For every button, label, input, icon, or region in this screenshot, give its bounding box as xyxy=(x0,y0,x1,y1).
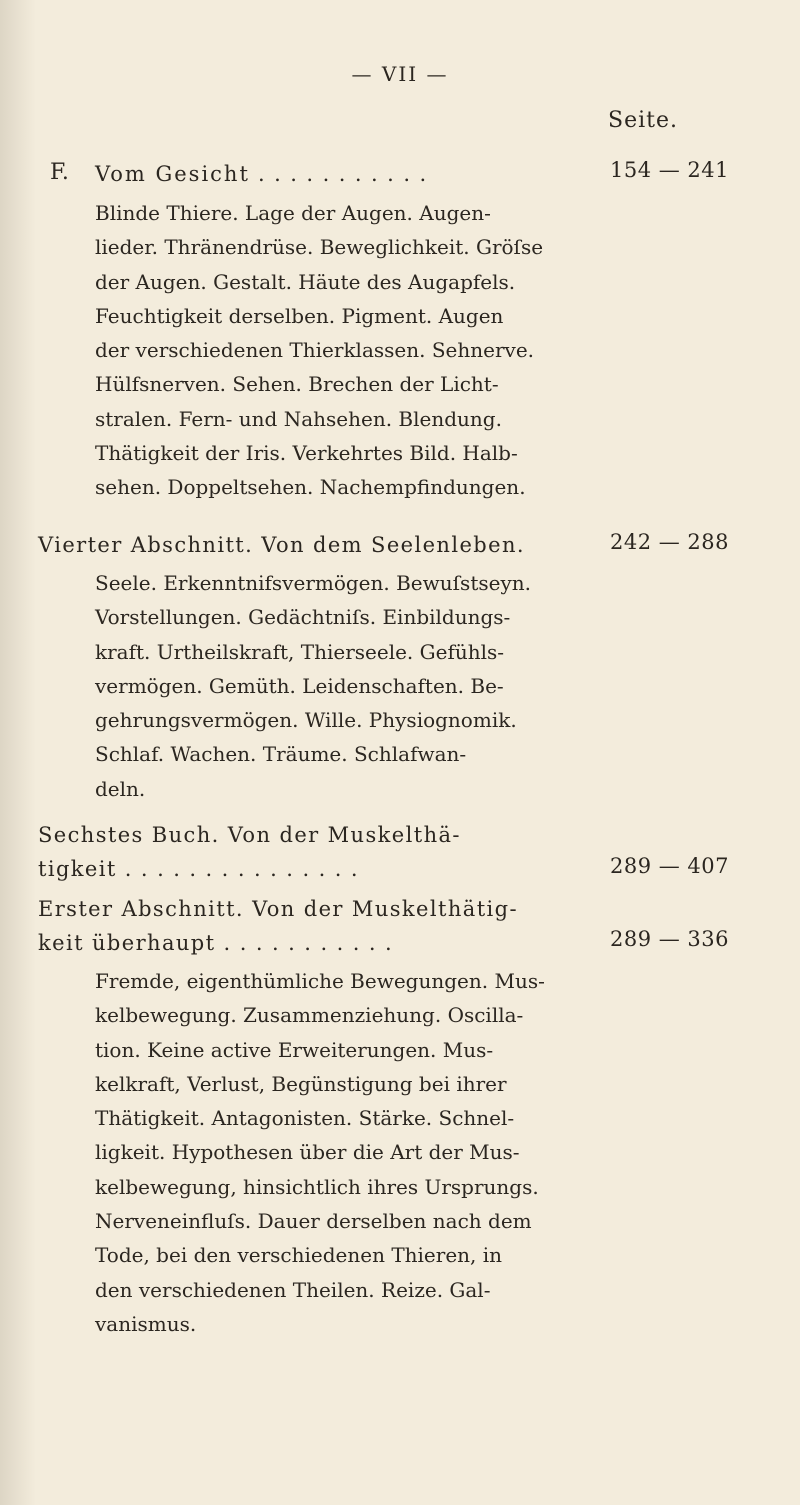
body-line: deln. xyxy=(95,776,146,801)
body-line: vanismus. xyxy=(95,1311,197,1336)
section-f-title xyxy=(95,157,595,191)
section-erster-body xyxy=(95,964,595,1341)
heading-line: Erster Abschnitt. Von der Muskelthätig- xyxy=(38,897,518,921)
section-sechstes-pages: 289 — 407 xyxy=(610,854,730,878)
body-line: kelkraft, Verlust, Begünstigung bei ihrer xyxy=(95,1071,507,1096)
body-line: Vorstellungen. Gedächtniſs. Einbildungs- xyxy=(95,605,511,630)
body-line: Blinde Thiere. Lage der Augen. Augen- xyxy=(95,201,491,225)
heading-line: keit überhaupt . . . . . . . . . . . xyxy=(38,931,394,955)
section-erster-pages: 289 — 336 xyxy=(610,927,730,951)
page-header: — VII — xyxy=(351,62,449,86)
page-gutter-shadow xyxy=(0,0,36,1505)
section-f-dots: . . . . . . . . . . . xyxy=(249,162,428,186)
body-line: kraft. Urtheilskraft, Thierseele. Gefühls- xyxy=(95,639,505,664)
section-f-title-text: Vom Gesicht xyxy=(95,162,250,186)
section-sechstes-title xyxy=(38,818,608,886)
body-line: Schlaf. Wachen. Träume. Schlafwan- xyxy=(95,742,467,767)
body-line: stralen. Fern- und Nahsehen. Blendung. xyxy=(95,406,502,431)
heading-line: Sechstes Buch. Von der Muskelthä- xyxy=(38,823,461,847)
body-line: den verschiedenen Theilen. Reize. Gal- xyxy=(95,1277,491,1302)
heading-line: tigkeit . . . . . . . . . . . . . . . xyxy=(38,857,359,881)
section-f-body xyxy=(95,196,595,505)
body-line: der verschiedenen Thierklassen. Sehnerve. xyxy=(95,338,535,363)
body-line: sehen. Doppeltsehen. Nachempfindungen. xyxy=(95,475,526,500)
body-line: Seele. Erkenntnifsvermögen. Bewuſstseyn. xyxy=(95,571,531,595)
body-line: gehrungsvermögen. Wille. Physiognomik. xyxy=(95,708,517,733)
body-line: Hülfsnerven. Sehen. Brechen der Licht- xyxy=(95,372,499,397)
body-line: vermögen. Gemüth. Leidenschaften. Be- xyxy=(95,673,504,698)
section-f-pages: 154 — 241 xyxy=(610,158,730,182)
body-line: Thätigkeit der Iris. Verkehrtes Bild. Halb- xyxy=(95,441,518,466)
section-erster-title xyxy=(38,892,608,960)
body-line: tion. Keine active Erweiterungen. Mus- xyxy=(95,1037,494,1062)
body-line: Tode, bei den verschiedenen Thieren, in xyxy=(95,1243,503,1268)
body-line: ligkeit. Hypothesen über die Art der Mus- xyxy=(95,1140,520,1165)
body-line: Nerveneinfluſs. Dauer derselben nach dem xyxy=(95,1209,532,1234)
section-vierter-body xyxy=(95,566,595,806)
column-label-seite: Seite. xyxy=(608,108,678,133)
body-line: der Augen. Gestalt. Häute des Augapfels. xyxy=(95,269,516,294)
body-line: kelbewegung. Zusammenziehung. Oscilla- xyxy=(95,1003,524,1028)
body-line: Fremde, eigenthümliche Bewegungen. Mus- xyxy=(95,969,545,993)
section-vierter-pages: 242 — 288 xyxy=(610,530,730,554)
body-line: kelbewegung, hinsichtlich ihres Ursprungs. xyxy=(95,1174,539,1199)
body-line: Thätigkeit. Antagonisten. Stärke. Schnel- xyxy=(95,1106,515,1131)
body-line: Feuchtigkeit derselben. Pigment. Augen xyxy=(95,303,504,328)
section-vierter-title: Vierter Abschnitt. Von dem Seelenleben. xyxy=(38,533,525,557)
section-f-letter: F. xyxy=(50,160,69,185)
body-line: lieder. Thränendrüse. Beweglichkeit. Gröſse xyxy=(95,235,544,260)
